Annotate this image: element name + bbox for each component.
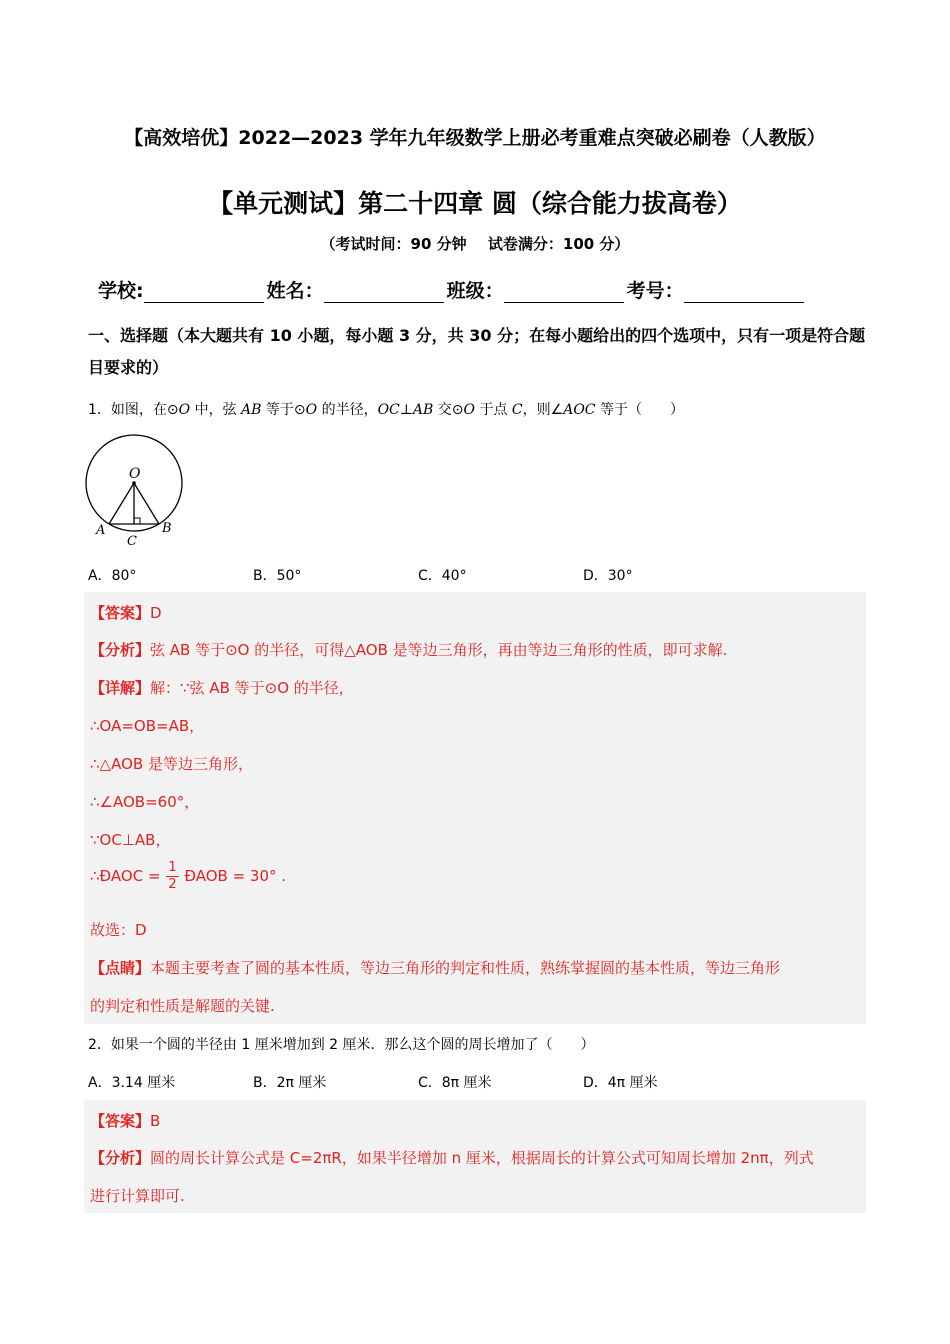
q2-option-c[interactable]: C．8π 厘米: [418, 1075, 492, 1091]
question-1-text: 1．如图，在⊙O 中，弦 AB 等于⊙O 的半径，OC⊥AB 交⊙O 于点 C，则∠AOC 等于（ ）: [88, 402, 684, 418]
series-title: 【高效培优】2022—2023 学年九年级数学上册必考重难点突破必刷卷（人教版）: [124, 127, 826, 149]
q1-detail-5: ∵OC⊥AB，: [90, 831, 171, 849]
label-a: A: [96, 523, 106, 538]
q1-answer: 【答案】D: [90, 604, 162, 622]
q1-comment-2: 的判定和性质是解题的关键.: [90, 997, 275, 1015]
q1-conclusion: 故选：D: [90, 921, 147, 939]
exam-score: 试卷满分：100 分）: [487, 235, 630, 253]
q2-analysis-1: 【分析】圆的周长计算公式是 C=2πR，如果半径增加 n 厘米，根据周长的计算公式可知周长增加 2nπ，列式: [90, 1149, 814, 1167]
school-label: 学校:: [98, 280, 144, 302]
exam-number-field[interactable]: [627, 276, 807, 303]
student-info-fields: [98, 276, 807, 303]
exam-number-blank[interactable]: [684, 282, 804, 303]
label-c: C: [127, 534, 137, 549]
q1-option-d[interactable]: D．30°: [583, 568, 633, 584]
class-field[interactable]: [447, 276, 627, 303]
q1-answer-box: [84, 592, 866, 1024]
q1-option-b[interactable]: B．50°: [253, 568, 302, 584]
label-b: B: [162, 521, 172, 536]
question-2-text: 2．如果一个圆的半径由 1 厘米增加到 2 厘米．那么这个圆的周长增加了（ ）: [88, 1037, 595, 1053]
right-angle-mark: [134, 518, 140, 524]
q2-option-b[interactable]: B．2π 厘米: [253, 1075, 327, 1091]
name-label: 姓名：: [266, 280, 324, 302]
main-title: 【单元测试】第二十四章 圆（综合能力拔高卷）: [208, 189, 742, 218]
fraction-one-half: $\frac{1}{2}$: [168, 860, 177, 892]
section-heading: 一、选择题（本大题共有 10 小题，每小题 3 分，共 30 分；在每小题给出的四个选项中，只有一项是符合题目要求的）: [88, 326, 866, 377]
class-label: 班级：: [446, 280, 504, 302]
q1-comment-1: 【点睛】本题主要考查了圆的基本性质，等边三角形的判定和性质，熟练掌握圆的基本性质，等边三角形: [90, 959, 781, 977]
name-blank[interactable]: [324, 282, 444, 303]
label-o: O: [129, 466, 141, 482]
q2-option-a[interactable]: A．3.14 厘米: [88, 1075, 176, 1091]
school-field[interactable]: [98, 276, 267, 303]
q2-analysis-2: 进行计算即可.: [90, 1187, 185, 1205]
circle-diagram: [84, 432, 194, 552]
school-blank[interactable]: [144, 282, 264, 303]
q1-option-a[interactable]: A．80°: [88, 568, 137, 584]
exam-info: [0, 233, 950, 254]
q1-detail-2: ∴OA=OB=AB，: [90, 717, 205, 735]
q1-option-c[interactable]: C．40°: [418, 568, 467, 584]
circle-figure: [84, 432, 194, 552]
q2-answer: 【答案】B: [90, 1112, 161, 1130]
class-blank[interactable]: [504, 282, 624, 303]
q2-option-d[interactable]: D．4π 厘米: [583, 1075, 658, 1091]
q2-answer-box: [84, 1100, 866, 1213]
exam-number-label: 考号：: [626, 280, 684, 302]
q1-formula: ∴ÐAOC = $\frac{1}{2}$ ÐAOB = 30° .: [90, 860, 287, 892]
q1-analysis: 【分析】弦 AB 等于⊙O 的半径，可得△AOB 是等边三角形，再由等边三角形的性质，即可求解.: [90, 641, 728, 659]
segment-oa: [109, 483, 134, 524]
q1-detail-1: 【详解】解：∵弦 AB 等于⊙O 的半径，: [90, 679, 354, 697]
q1-detail-4: ∴∠AOB=60°，: [90, 793, 200, 811]
name-field[interactable]: [267, 276, 447, 303]
q1-detail-3: ∴△AOB 是等边三角形，: [90, 755, 253, 773]
exam-time: （考试时间：90 分钟: [320, 235, 467, 253]
